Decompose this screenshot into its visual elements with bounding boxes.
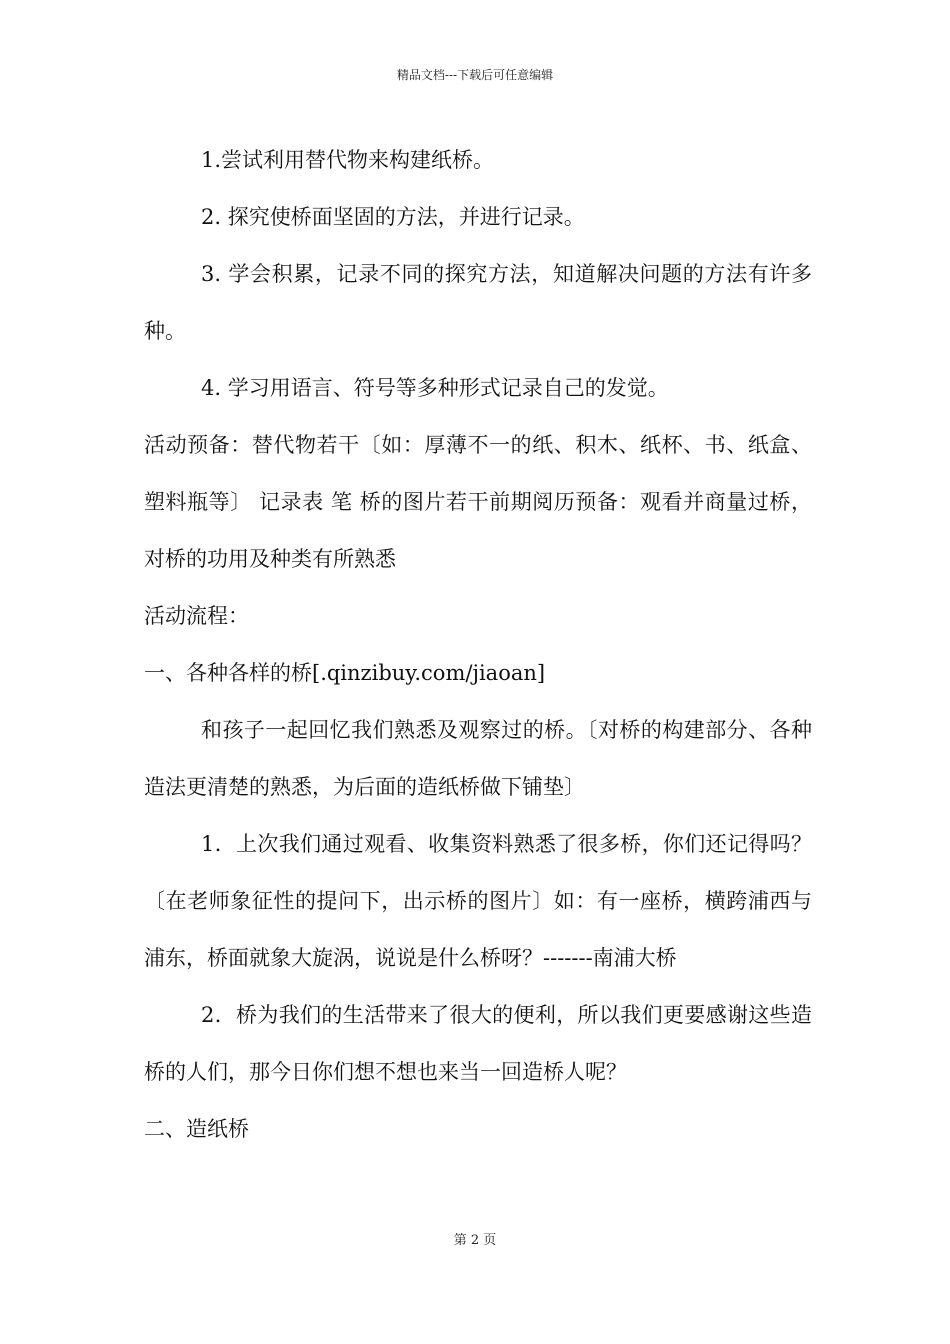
section-1-step-2: 2．桥为我们的生活带来了很大的便利，所以我们更要感谢这些造桥的人们，那今日你们想不想也来当一回造桥人呢？ — [144, 1003, 812, 1084]
goal-1: 1.尝试利用替代物来构建纸桥。 — [201, 148, 495, 172]
document-body — [144, 132, 812, 1158]
section-2-title: 二、造纸桥 — [144, 1117, 249, 1141]
section-1-step-1: 1．上次我们通过观看、收集资料熟悉了很多桥，你们还记得吗？〔在老师象征性的提问下，出示桥的图片〕如：有一座桥，横跨浦西与浦东，桥面就象大旋涡，说说是什么桥呀？-------南浦大桥 — [144, 832, 812, 970]
process-title: 活动流程： — [144, 604, 249, 628]
goal-3: 3. 学会积累，记录不同的探究方法，知道解决问题的方法有许多种。 — [144, 262, 812, 343]
section-1-title: 一、各种各样的桥[.qinzibuy.com/jiaoan] — [144, 661, 546, 685]
goal-2: 2. 探究使桥面坚固的方法，并进行记录。 — [201, 205, 585, 229]
page-footer: 第 2 页 — [453, 1233, 497, 1248]
section-1-intro: 和孩子一起回忆我们熟悉及观察过的桥。〔对桥的构建部分、各种造法更清楚的熟悉，为后面的造纸桥做下铺垫〕 — [144, 718, 812, 799]
page-header: 精品文档---下载后可任意编辑 — [396, 68, 554, 82]
goal-4: 4. 学习用语言、符号等多种形式记录自己的发觉。 — [201, 376, 669, 400]
preparation-paragraph: 活动预备：替代物若干〔如：厚薄不一的纸、积木、纸杯、书、纸盒、塑料瓶等〕 记录表 笔 桥的图片若干前期阅历预备：观看并商量过桥，对桥的功用及种类有所熟悉 — [144, 433, 812, 571]
